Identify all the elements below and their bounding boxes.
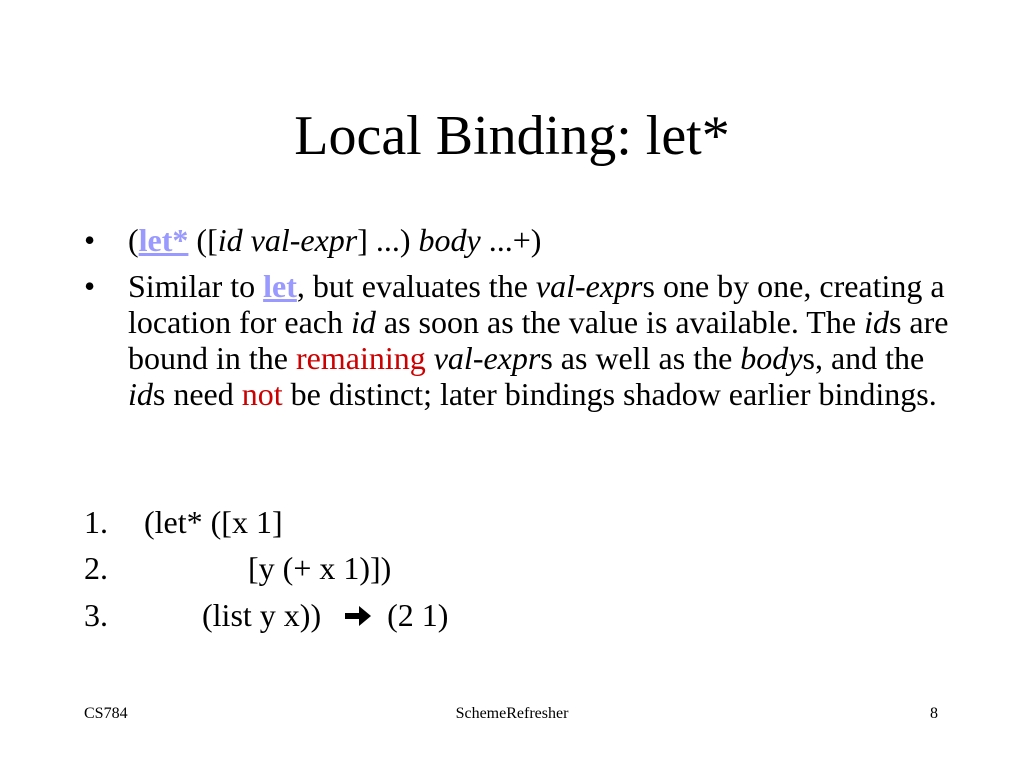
- bullet-syntax-text: [128, 222, 964, 258]
- italic-term: val-expr: [535, 268, 643, 304]
- emphasis-not: not: [241, 376, 283, 412]
- bullet-description: [84, 268, 964, 412]
- line-number: 1.: [84, 504, 108, 540]
- code-result: (2 1): [387, 597, 449, 633]
- syntax-val-expr: val-expr: [250, 222, 358, 258]
- italic-term: body: [740, 340, 803, 376]
- slide-title: Local Binding: let*: [294, 105, 730, 167]
- italic-term: id: [864, 304, 889, 340]
- text: be distinct; later bindings shadow earlier bindings.: [282, 376, 937, 412]
- footer-title: SchemeRefresher: [455, 705, 569, 722]
- right-arrow-icon: [345, 597, 371, 633]
- code-text: (let* ([x 1]: [144, 504, 283, 540]
- code-text: (list y x)): [202, 597, 322, 633]
- text: s as well as the: [540, 340, 741, 376]
- space: [243, 222, 251, 258]
- text: s, and the: [802, 340, 925, 376]
- text: Similar to: [128, 268, 264, 304]
- text: , but evaluates the: [296, 268, 536, 304]
- syntax-part: ([: [188, 222, 218, 258]
- text: s one by one, creating a location for each: [128, 268, 945, 340]
- code-line-1: [84, 504, 283, 540]
- bullet-marker: •: [84, 222, 96, 258]
- syntax-part: ...+): [480, 222, 542, 258]
- bullet-list: [84, 222, 964, 422]
- bullet-syntax: [84, 222, 964, 258]
- italic-term: id: [351, 304, 376, 340]
- text: as soon as the value is available. The: [375, 304, 865, 340]
- syntax-body: body: [418, 222, 481, 258]
- footer-page-number: 8: [930, 705, 938, 722]
- footer-course: CS784: [84, 705, 128, 722]
- code-line-2: [84, 550, 391, 586]
- syntax-part: ] ...): [357, 222, 419, 258]
- italic-term: val-expr: [433, 340, 541, 376]
- let-star-link[interactable]: let*: [138, 222, 189, 258]
- bullet-marker: •: [84, 268, 96, 304]
- text: s need: [152, 376, 242, 412]
- italic-term: id: [128, 376, 153, 412]
- syntax-id: id: [217, 222, 243, 258]
- line-number: 3.: [84, 597, 108, 633]
- line-number: 2.: [84, 550, 108, 586]
- let-link[interactable]: let: [263, 268, 297, 304]
- code-text: [y (+ x 1)]): [248, 550, 392, 586]
- space: [426, 340, 434, 376]
- bullet-description-text: [128, 268, 964, 412]
- emphasis-remaining: remaining: [295, 340, 426, 376]
- code-line-3: [84, 597, 448, 633]
- paren: (: [128, 222, 139, 258]
- text: s are bound in the: [128, 304, 949, 376]
